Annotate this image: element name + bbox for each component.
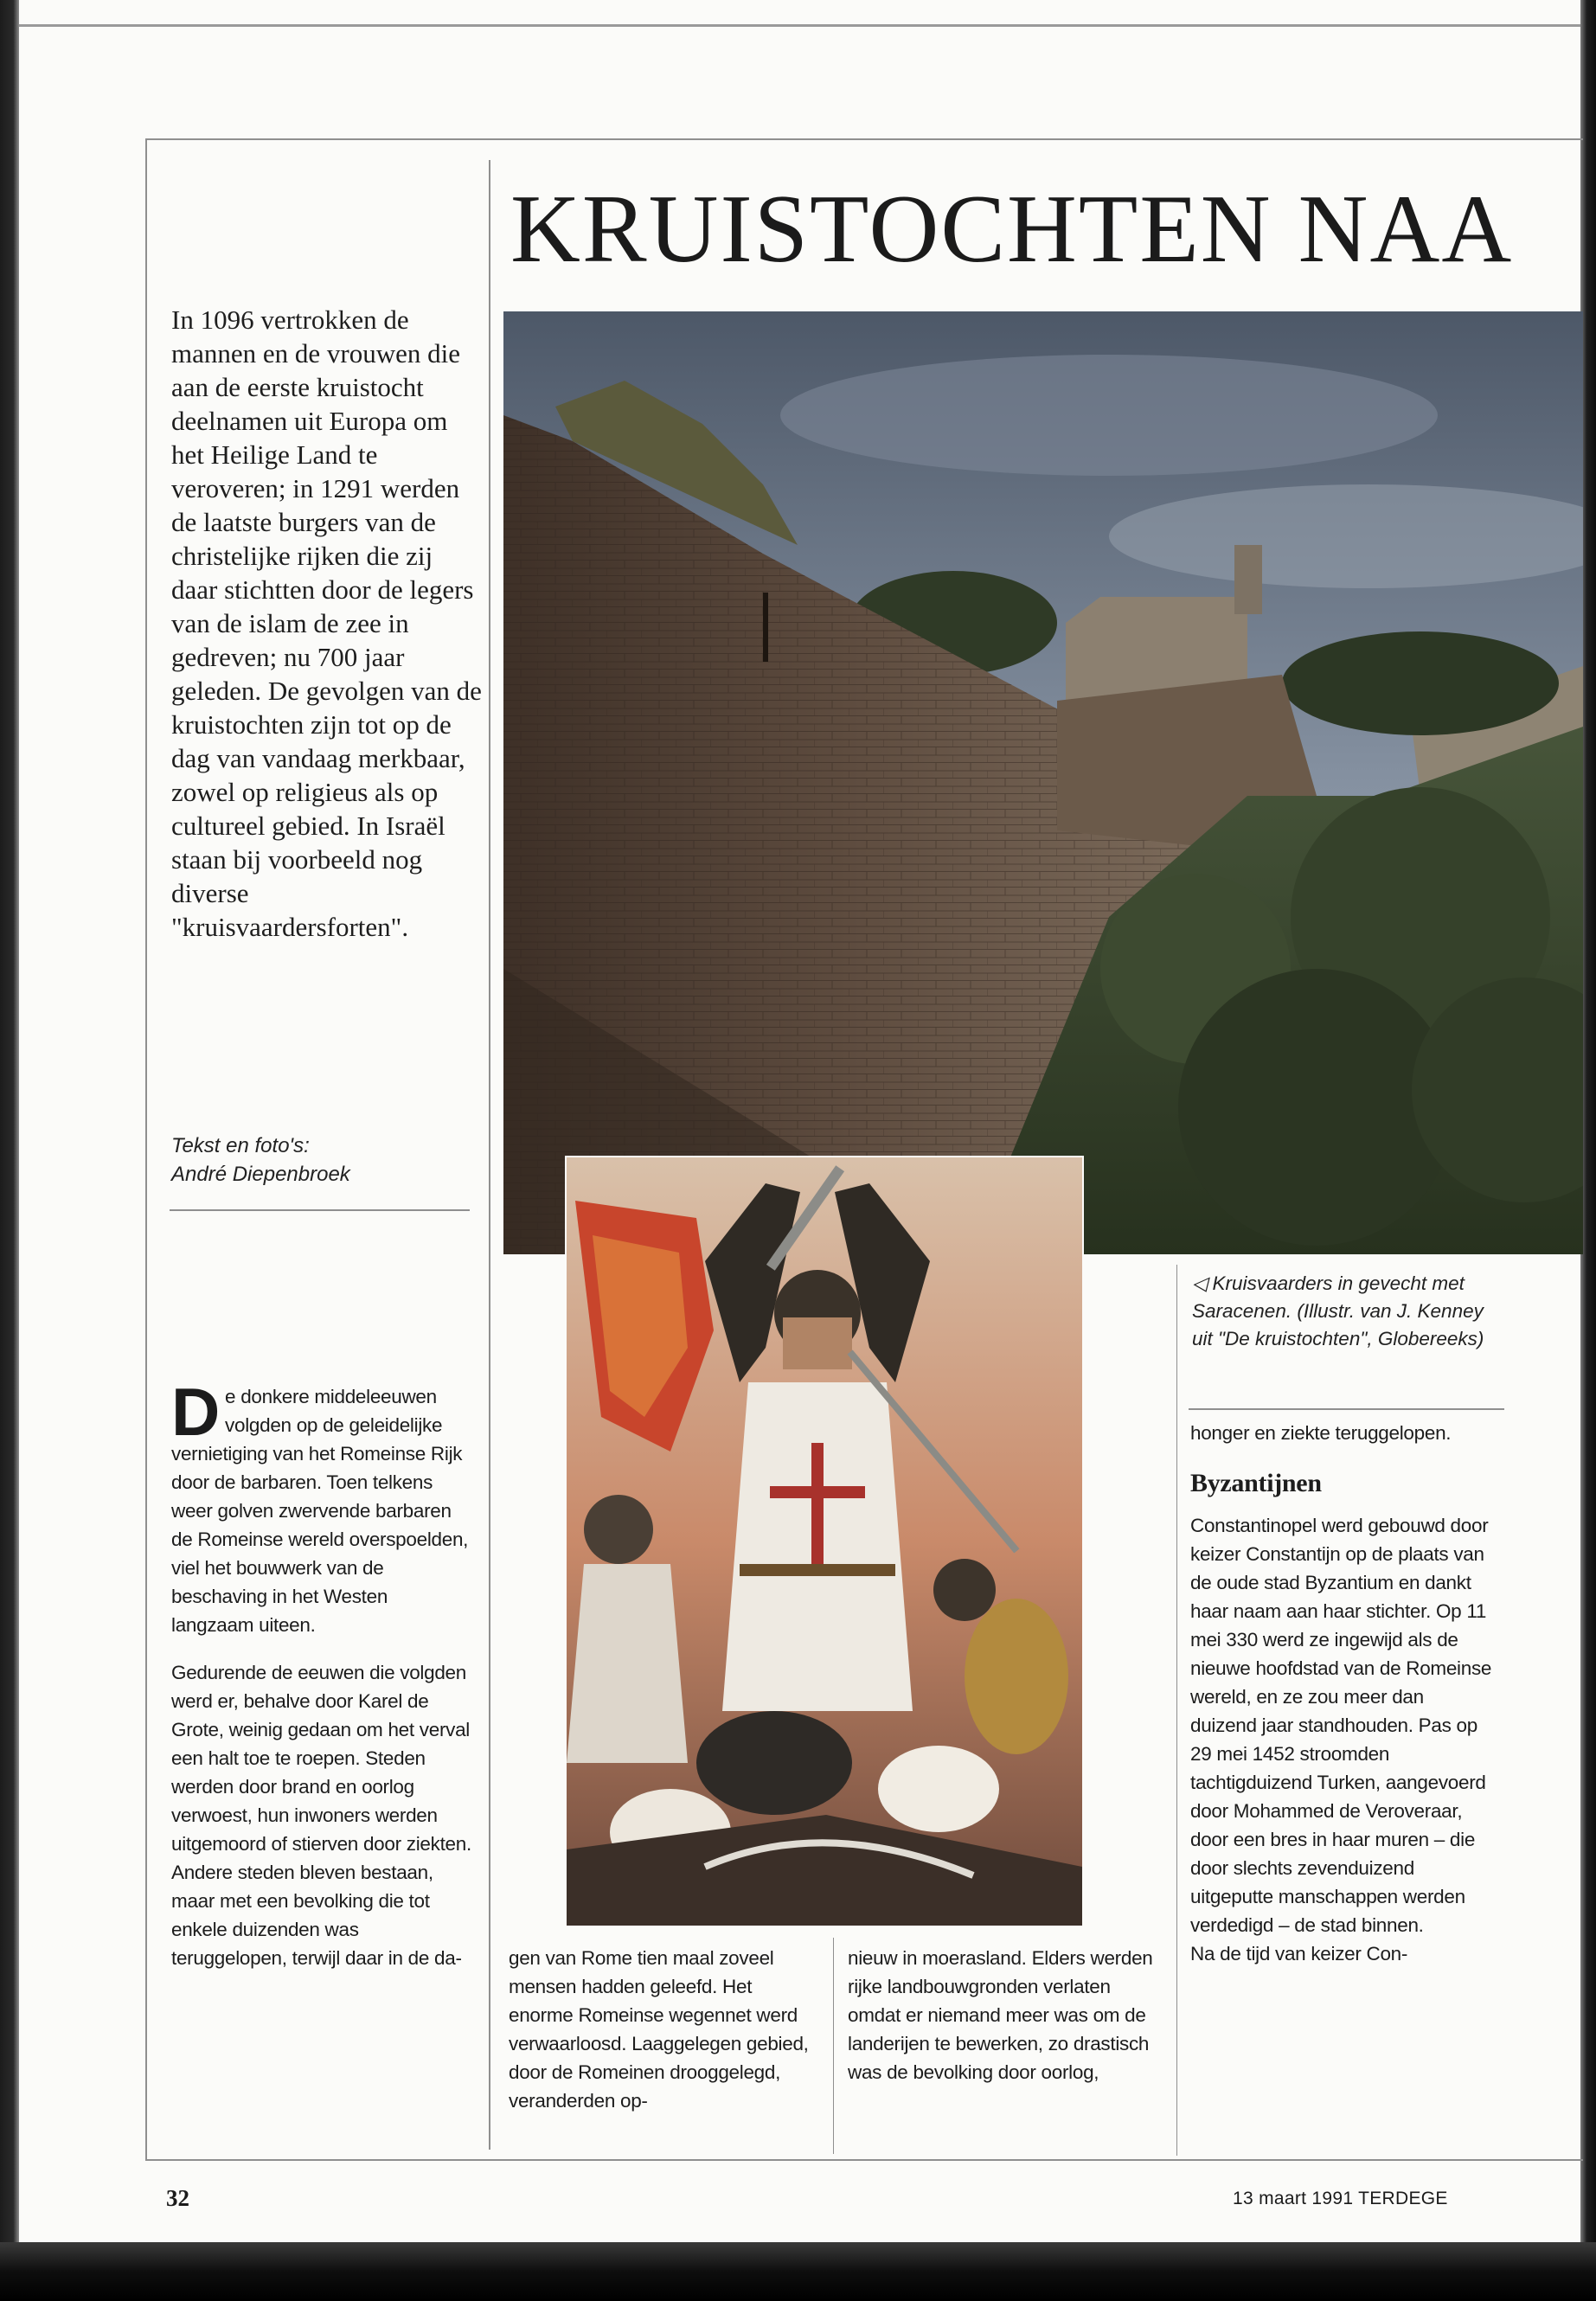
fortress-wall-photo bbox=[503, 311, 1583, 1254]
scan-edge-bottom bbox=[0, 2242, 1596, 2301]
caption-underline bbox=[1189, 1408, 1504, 1410]
scan-edge-left bbox=[0, 0, 19, 2301]
body-column-2 bbox=[509, 1944, 820, 2134]
body-column-1 bbox=[171, 1374, 472, 1991]
drop-cap: D bbox=[171, 1374, 221, 1450]
page-number: 32 bbox=[166, 2185, 189, 2211]
body-paragraph-7: Na de tijd van keizer Con- bbox=[1190, 1943, 1408, 1965]
column-divider-3 bbox=[1176, 1265, 1177, 2156]
page-title: KRUISTOCHTEN NAA bbox=[510, 176, 1514, 283]
credit-author: André Diepenbroek bbox=[171, 1163, 350, 1186]
crusader-painting bbox=[567, 1157, 1082, 1926]
scan-edge-top bbox=[0, 24, 1596, 27]
body-paragraph-3: gen van Rome tien maal zoveel mensen hadden geleefd. Het enorme Romeinse wegennet werd verwaarloosd. Laaggelegen gebied, door de Romeinen drooggelegd, veranderden op- bbox=[509, 1947, 809, 2112]
body-paragraph-1 bbox=[171, 1374, 472, 1639]
body-column-3 bbox=[848, 1944, 1159, 2106]
credit-underline bbox=[170, 1209, 470, 1211]
body-paragraph-4: nieuw in moerasland. Elders werden rijke landbouwgronden verlaten omdat er niemand meer was om de landerijen te bewerken, zo drastisch was de bevolking door oorlog, bbox=[848, 1947, 1153, 2083]
section-heading: Byzantijnen bbox=[1190, 1469, 1322, 1497]
column-divider-2 bbox=[833, 1938, 834, 2154]
body-paragraph-1-text: e donkere middeleeuwen volgden op de geleidelijke vernietiging van het Romeinse Rijk door de barbaren. Toen telkens weer golven zwervende barbaren de Romeinse wereld overspoelden, viel het bouwwerk van de beschaving in het Westen langzaam uiteen. bbox=[171, 1386, 469, 1636]
body-paragraph-2: Gedurende de eeuwen die volgden werd er, behalve door Karel de Grote, weinig gedaan om het verval een halt toe te roepen. Steden werden door brand en oorlog verwoest, hun inwoners werden uitgemoord of stierven door ziekten. Andere steden bleven bestaan, maar met een bevolking die tot enkele duizenden was teruggelopen, terwijl daar in de da- bbox=[171, 1662, 471, 1969]
body-paragraph-5: honger en ziekte teruggelopen. bbox=[1190, 1422, 1452, 1444]
photo-credit bbox=[171, 1131, 483, 1189]
frame-top-rule bbox=[145, 138, 1583, 140]
illustration-caption: ◁ Kruisvaarders in gevecht met Saracenen. (Illustr. van J. Kenney uit "De kruistochten", Globereeks) bbox=[1192, 1272, 1484, 1349]
issue-line: 13 maart 1991 TERDEGE bbox=[1233, 2189, 1448, 2208]
body-paragraph-6: Constantinopel werd gebouwd door keizer Constantijn op de plaats van de oude stad Byzantium en dankt haar naam aan haar stichter. Op 11 mei 330 werd ze ingewijd als de nieuwe hoofdstad van de Romeinse wereld, en ze zou meer dan duizend jaar standhouden. Pas op 29 mei 1452 stroomden tachtigduizend Turken, aangevoerd door Mohammed de Veroveraar, door een bres in haar muren – die door slechts zevenduizend uitgeputte manschappen werden verdedigd – de stad binnen. bbox=[1190, 1515, 1492, 1936]
frame-left-rule bbox=[145, 138, 147, 2161]
column-divider-main bbox=[489, 160, 490, 2150]
intro-text: In 1096 vertrokken de mannen en de vrouwen die aan de eerste kruistocht deelnamen uit Europa om het Heilige Land te veroveren; in 1291 werden de laatste burgers van de christelijke rijken die zij daar stichtten door de legers van de islam de zee in gedreven; nu 700 jaar geleden. De gevolgen van de kruistochten zijn tot op de dag van vandaag merkbaar, zowel op religieus als op cultureel gebied. In Israël staan bij voorbeeld nog diverse "kruisvaardersforten". bbox=[171, 304, 482, 942]
body-column-4 bbox=[1190, 1419, 1493, 1987]
crusader-battle-illustration bbox=[567, 1157, 1082, 1926]
credit-label: Tekst en foto's: bbox=[171, 1134, 310, 1157]
frame-bottom-rule bbox=[145, 2159, 1583, 2161]
fortress-wall-illustration bbox=[503, 311, 1583, 1254]
